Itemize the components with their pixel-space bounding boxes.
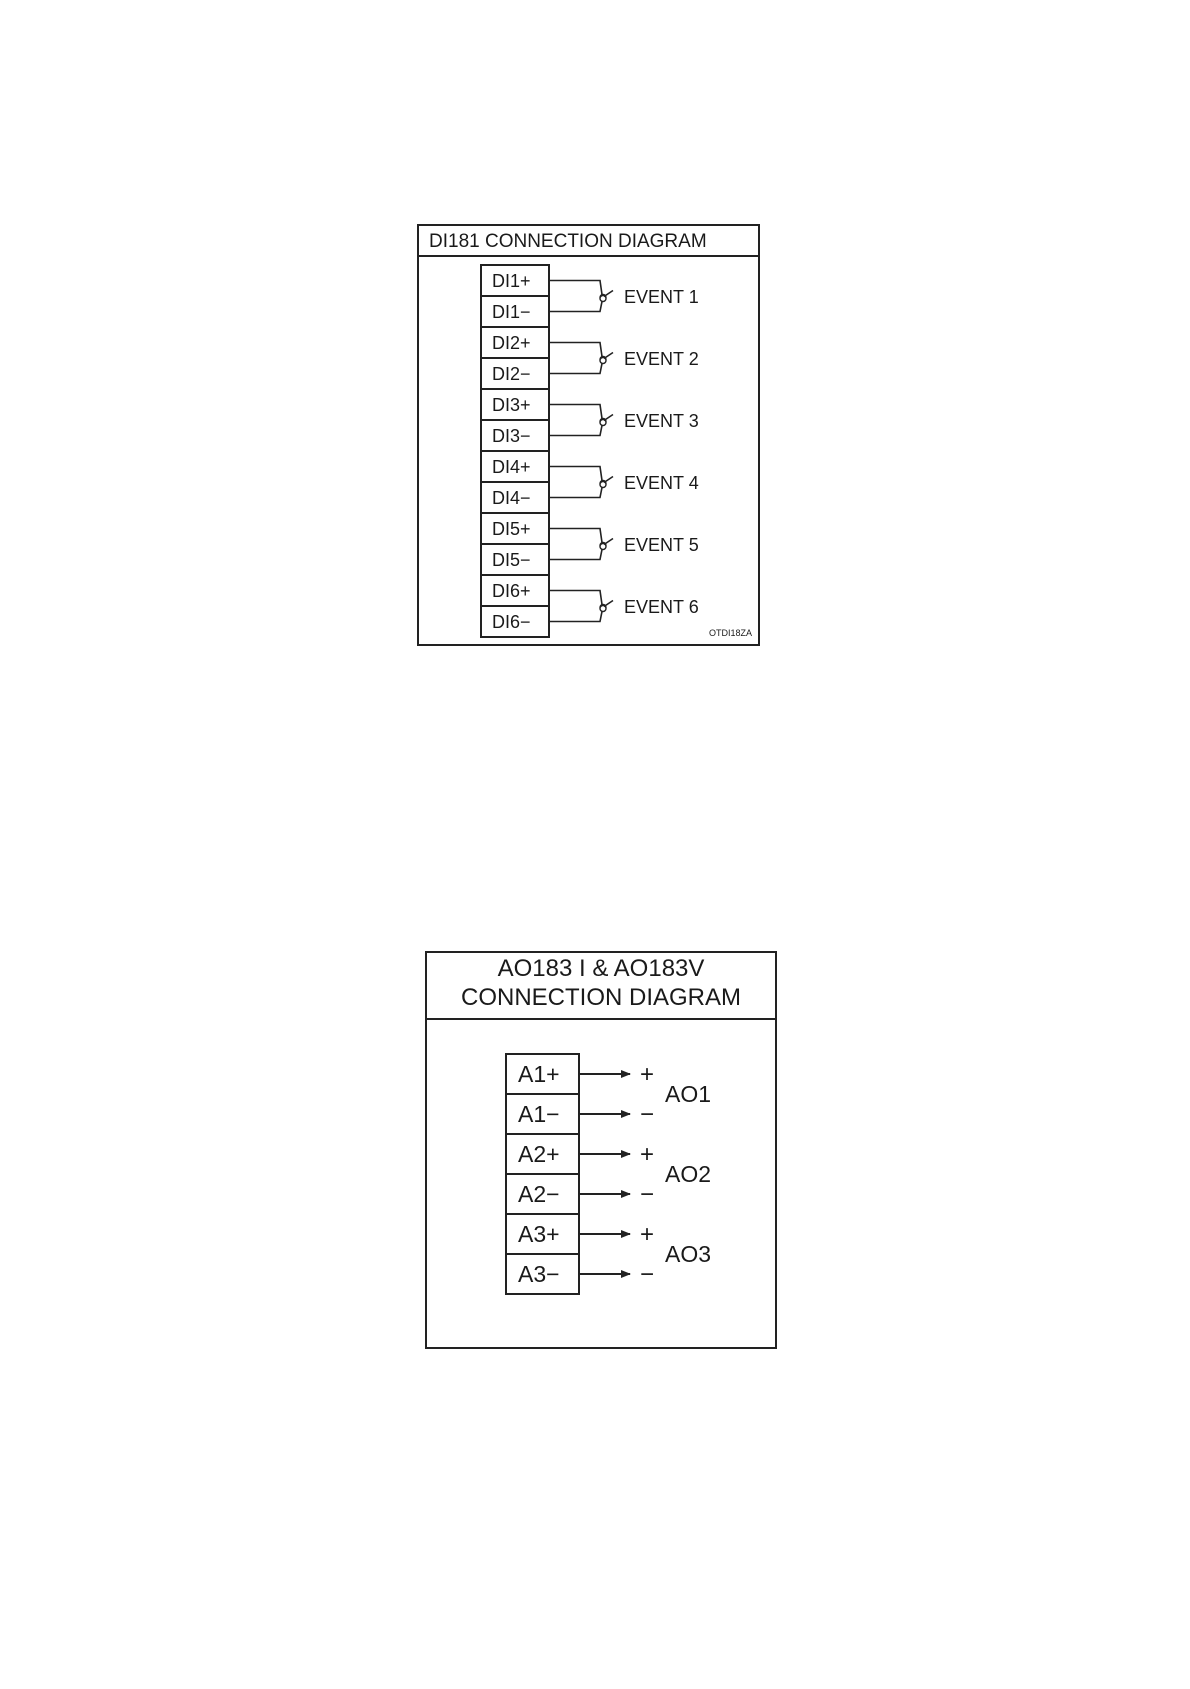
ao183-outputs (579, 1061, 711, 1288)
di-terminal-label: DI6+ (492, 581, 531, 601)
event-switch (549, 529, 699, 560)
event-switch (549, 343, 699, 374)
event-label: EVENT 6 (624, 597, 699, 617)
di-terminal-label: DI3− (492, 426, 531, 446)
di-terminal-label: DI5− (492, 550, 531, 570)
event-switch (549, 467, 699, 498)
di-terminal-label: DI4+ (492, 457, 531, 477)
di181-title: DI181 CONNECTION DIAGRAM (429, 231, 707, 252)
di-terminal-label: DI2+ (492, 333, 531, 353)
switch-lower-wire (549, 364, 602, 374)
switch-lower-wire (549, 426, 602, 436)
event-switch (549, 591, 699, 622)
switch-upper-wire (549, 405, 602, 419)
di-terminal-label: DI2− (492, 364, 531, 384)
ao-output-label: AO2 (665, 1161, 712, 1187)
event-label: EVENT 1 (624, 287, 699, 307)
ao183-frame (426, 952, 776, 1348)
di181-drawing-code: OTDI18ZA (708, 628, 752, 638)
di-terminal-label: DI5+ (492, 519, 531, 539)
switch-blade (604, 601, 613, 607)
ao183-connection-diagram (426, 952, 776, 1348)
ao-polarity-sign: + (639, 1061, 655, 1088)
ao183-title-line1: AO183 I & AO183V (497, 955, 705, 982)
di-terminal-label: DI1− (492, 302, 531, 322)
di181-terminal-block (481, 265, 549, 637)
ao-terminal-label: A2+ (518, 1141, 560, 1167)
ao-polarity-sign: − (639, 1181, 655, 1208)
switch-lower-wire (549, 550, 602, 560)
event-label: EVENT 3 (624, 411, 699, 431)
ao-polarity-sign: − (639, 1261, 655, 1288)
switch-blade (604, 291, 613, 297)
event-switch (549, 281, 699, 312)
switch-upper-wire (549, 591, 602, 605)
switch-blade (604, 353, 613, 359)
switch-lower-wire (549, 488, 602, 498)
ao-polarity-sign: + (639, 1221, 655, 1248)
di-terminal-label: DI3+ (492, 395, 531, 415)
ao-terminal-label: A2− (518, 1181, 560, 1207)
switch-lower-wire (549, 612, 602, 622)
event-switch (549, 405, 699, 436)
switch-upper-wire (549, 343, 602, 357)
switch-blade (604, 539, 613, 545)
di-terminal-label: DI4− (492, 488, 531, 508)
ao-terminal-label: A1+ (518, 1061, 560, 1087)
ao-terminal-label: A3− (518, 1261, 560, 1287)
switch-blade (604, 415, 613, 421)
ao-terminal-label: A1− (518, 1101, 560, 1127)
event-label: EVENT 5 (624, 535, 699, 555)
ao-polarity-sign: − (639, 1101, 655, 1128)
ao-output-label: AO1 (665, 1081, 712, 1107)
di-terminal-label: DI6− (492, 612, 531, 632)
ao183-terminal-block (506, 1054, 579, 1294)
ao183-title-line2: CONNECTION DIAGRAM (460, 984, 742, 1011)
switch-upper-wire (549, 529, 602, 543)
ao-polarity-sign: + (639, 1141, 655, 1168)
di-terminal-label: DI1+ (492, 271, 531, 291)
di181-connection-diagram (418, 225, 759, 645)
ao-output-label: AO3 (665, 1241, 712, 1267)
switch-lower-wire (549, 302, 602, 312)
event-label: EVENT 2 (624, 349, 699, 369)
switch-blade (604, 477, 613, 483)
switch-upper-wire (549, 467, 602, 481)
event-label: EVENT 4 (624, 473, 699, 493)
ao-terminal-label: A3+ (518, 1221, 560, 1247)
di181-event-switches (549, 281, 699, 622)
switch-upper-wire (549, 281, 602, 295)
